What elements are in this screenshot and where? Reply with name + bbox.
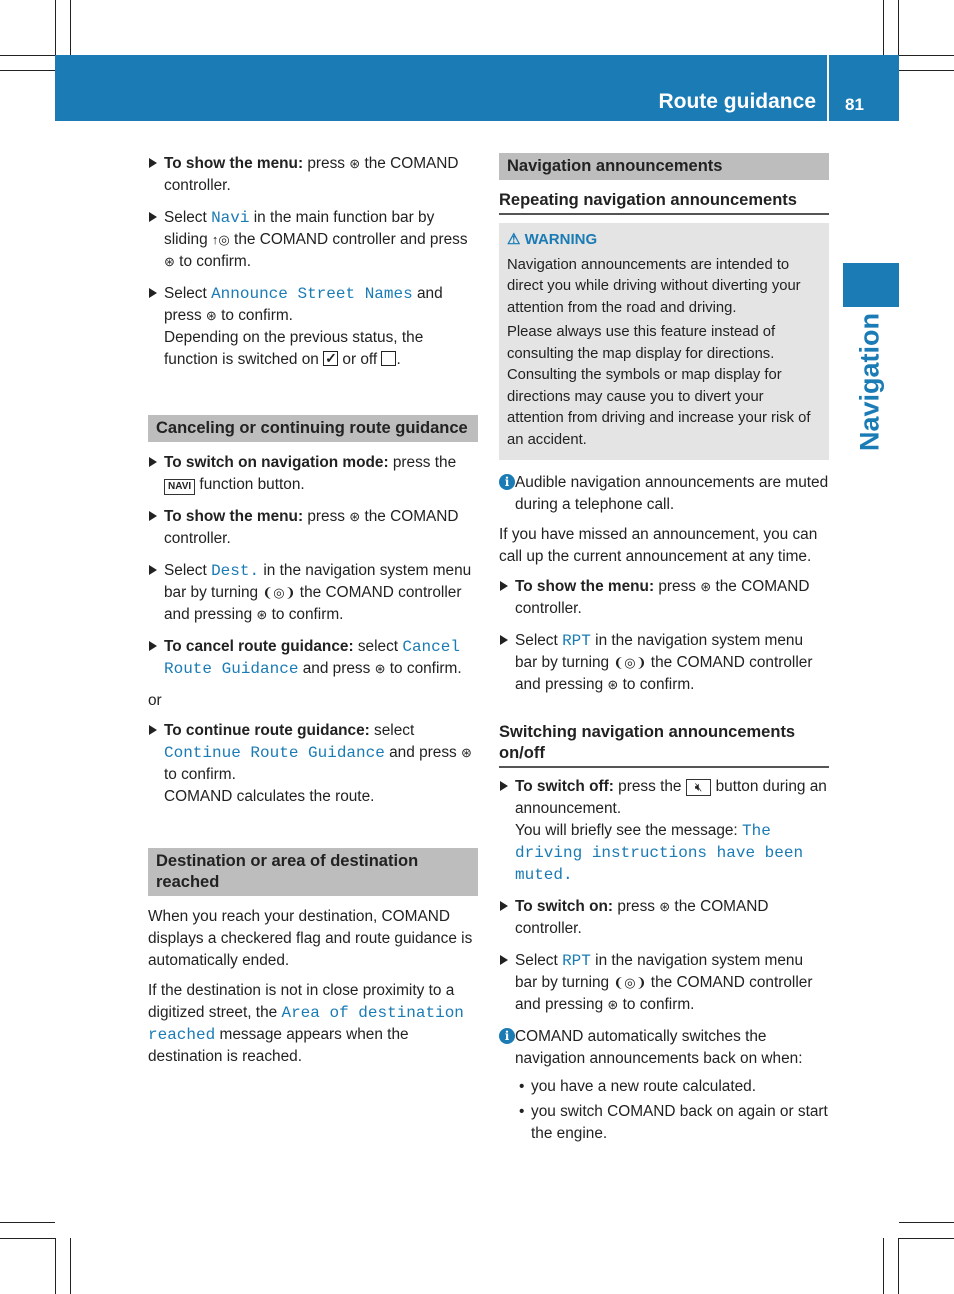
header-separator xyxy=(827,55,829,121)
step-text: the COMAND controller. xyxy=(164,155,459,194)
step-text: to confirm. xyxy=(216,307,293,324)
step-switch-on-nav xyxy=(148,452,478,496)
info-icon: i xyxy=(499,1028,515,1044)
display-text-rpt: RPT xyxy=(562,632,591,650)
warning-box xyxy=(499,223,829,460)
step-text: Depending on the previous status, the function is switched on xyxy=(164,329,424,368)
side-tab-label xyxy=(845,312,895,452)
step-text: button during an announcement. xyxy=(515,778,827,817)
step-text: press xyxy=(303,508,350,525)
warning-text: Navigation announcements are intended to direct you while driving without diverting your attention from the road and driving. xyxy=(507,256,801,316)
press-controller-icon: ⊛ xyxy=(256,607,268,622)
side-tab-text: Navigation xyxy=(854,312,885,452)
step-text: to confirm. xyxy=(385,660,462,677)
crop-mark xyxy=(898,1238,899,1294)
warning-title xyxy=(507,229,821,251)
para-text: If the destination is not in close proximity to a digitized street, the xyxy=(148,982,455,1021)
para-text: message appears when the destination is reached. xyxy=(148,1026,409,1065)
step-label: To show the menu: xyxy=(515,578,655,595)
step-text: Select xyxy=(164,562,212,579)
crop-mark xyxy=(0,70,55,71)
step-switch-off xyxy=(499,776,829,886)
bullet-list xyxy=(519,1076,829,1145)
right-column xyxy=(499,153,829,1153)
checkbox-off-icon xyxy=(381,351,396,366)
step-text: COMAND calculates the route. xyxy=(164,788,375,805)
step-text: the COMAND controller and pressing xyxy=(164,584,462,623)
crop-mark xyxy=(55,0,56,55)
paragraph: If you have missed an announcement, you can call up the current announcement at any time. xyxy=(499,526,818,565)
display-text-navi: Navi xyxy=(211,209,250,227)
step-text: select xyxy=(353,638,403,655)
step-text: press the xyxy=(388,454,457,471)
subheading-repeating: Repeating navigation announcements xyxy=(499,190,829,215)
list-item: • you switch COMAND back on again or start the engine. xyxy=(519,1101,829,1145)
press-controller-icon: ⊛ xyxy=(607,997,619,1012)
step-label: To show the menu: xyxy=(164,508,304,525)
step-text: press xyxy=(654,578,701,595)
step-text: the COMAND controller and pressing xyxy=(515,974,813,1013)
crop-mark xyxy=(70,0,71,55)
side-tab-marker xyxy=(843,263,899,307)
navi-key-icon: NAVI xyxy=(164,479,195,495)
step-text: select xyxy=(369,722,415,739)
crop-mark xyxy=(899,1238,954,1239)
crop-mark xyxy=(70,1238,71,1294)
press-controller-icon: ⊛ xyxy=(659,899,671,914)
crop-mark xyxy=(883,1238,884,1294)
step-text: the COMAND controller. xyxy=(164,508,459,547)
or-text: or xyxy=(148,692,162,709)
step-announce-street-names xyxy=(148,283,478,371)
step-text: the COMAND controller and pressing xyxy=(515,654,813,693)
checkbox-on-icon xyxy=(323,351,338,366)
crop-mark xyxy=(0,1238,55,1239)
info-icon: i xyxy=(499,474,515,490)
step-text: the COMAND controller. xyxy=(515,898,769,937)
step-label: To show the menu: xyxy=(164,155,304,172)
step-show-menu xyxy=(499,576,829,620)
display-text-area: Area of destination reached xyxy=(148,1004,464,1044)
crop-mark xyxy=(0,55,55,56)
display-text-announce: Announce Street Names xyxy=(211,285,413,303)
subheading-switching: Switching navigation announcements on/off xyxy=(499,722,829,768)
crop-mark xyxy=(898,0,899,55)
crop-mark xyxy=(883,0,884,55)
step-label: To cancel route guidance: xyxy=(164,638,354,655)
step-text: to confirm. xyxy=(164,766,236,783)
turn-controller-icon: ❨◎❩ xyxy=(613,975,647,990)
display-text-cancel: Cancel Route Guidance xyxy=(164,638,460,678)
list-item: • you have a new route calculated. xyxy=(519,1076,829,1098)
step-text: and press xyxy=(298,660,375,677)
paragraph: When you reach your destination, COMAND displays a checkered flag and route guidance is automatically ended. xyxy=(148,908,473,969)
step-text: the COMAND controller. xyxy=(515,578,810,617)
step-text: in the navigation system menu bar by turning xyxy=(515,632,804,671)
step-select-dest xyxy=(148,560,478,626)
step-text: and press xyxy=(384,744,461,761)
slide-up-controller-icon: ↑◎ xyxy=(211,232,230,247)
turn-controller-icon: ❨◎❩ xyxy=(613,655,647,670)
step-continue-route xyxy=(148,720,478,808)
press-controller-icon: ⊛ xyxy=(607,677,619,692)
crop-mark xyxy=(55,1238,56,1294)
crop-mark xyxy=(899,70,954,71)
info-note xyxy=(499,1026,829,1145)
step-select-rpt xyxy=(499,950,829,1016)
step-switch-on xyxy=(499,896,829,940)
press-controller-icon: ⊛ xyxy=(374,661,386,676)
step-text: Select xyxy=(164,209,212,226)
step-text: press the xyxy=(613,778,686,795)
display-text-continue: Continue Route Guidance xyxy=(164,744,385,762)
info-note xyxy=(499,472,829,516)
step-select-rpt xyxy=(499,630,829,696)
step-show-menu xyxy=(148,153,478,197)
step-select-navi xyxy=(148,207,478,273)
step-text: Select xyxy=(515,632,563,649)
section-title: Route guidance xyxy=(658,90,816,113)
section-heading-destination: Destination or area of destination reached xyxy=(148,848,478,896)
press-controller-icon: ⊛ xyxy=(164,254,175,269)
step-text: in the navigation system menu bar by turning xyxy=(164,562,472,601)
info-text: Audible navigation announcements are muted during a telephone call. xyxy=(515,474,829,513)
step-label: To switch off: xyxy=(515,778,614,795)
press-controller-icon: ⊛ xyxy=(461,745,472,760)
step-text: to confirm. xyxy=(174,253,252,270)
section-heading-cancel: Canceling or continuing route guidance xyxy=(148,415,478,442)
step-text: . xyxy=(396,351,401,368)
crop-mark xyxy=(899,1222,954,1223)
step-show-menu xyxy=(148,506,478,550)
step-text: the COMAND controller and press xyxy=(229,231,468,248)
step-text: Select xyxy=(164,285,212,302)
press-controller-icon: ⊛ xyxy=(700,579,712,594)
turn-controller-icon: ❨◎❩ xyxy=(262,585,296,600)
step-text: to confirm. xyxy=(267,606,344,623)
step-text: in the main function bar by sliding xyxy=(164,209,435,248)
step-text: Select xyxy=(515,952,563,969)
section-heading-announcements: Navigation announcements xyxy=(499,153,829,180)
step-text: press xyxy=(303,155,350,172)
step-label: To continue route guidance: xyxy=(164,722,370,739)
press-controller-icon: ⊛ xyxy=(205,308,217,323)
step-text: in the navigation system menu bar by turning xyxy=(515,952,804,991)
step-text: You will briefly see the message: xyxy=(515,822,742,839)
display-text-dest: Dest. xyxy=(211,562,260,580)
press-controller-icon: ⊛ xyxy=(349,509,361,524)
warning-text: Please always use this feature instead of consulting the map display for directions. Consulting the symbols or map display for directions may cause you to divert your attention from driving and increase your risk of an accident. xyxy=(507,324,811,448)
step-text: function button. xyxy=(195,476,305,493)
paragraph xyxy=(148,980,478,1068)
mute-button-icon: 🔇︎ xyxy=(686,779,712,796)
left-column xyxy=(148,153,478,1076)
step-text: to confirm. xyxy=(618,996,695,1013)
display-text-rpt: RPT xyxy=(562,952,591,970)
display-text-muted: The driving instructions have been muted. xyxy=(515,822,804,884)
warning-triangle-icon: ⚠ xyxy=(507,231,521,248)
step-text: to confirm. xyxy=(618,676,695,693)
crop-mark xyxy=(0,1222,55,1223)
info-text: COMAND automatically switches the navigation announcements back on when: xyxy=(515,1028,803,1067)
step-text: press xyxy=(613,898,660,915)
crop-mark xyxy=(899,55,954,56)
step-text: and press xyxy=(164,285,443,324)
warning-title-text: WARNING xyxy=(524,231,598,248)
step-text: or off xyxy=(338,351,382,368)
step-label: To switch on: xyxy=(515,898,614,915)
press-controller-icon: ⊛ xyxy=(349,156,361,171)
step-cancel-route xyxy=(148,636,478,680)
step-label: To switch on navigation mode: xyxy=(164,454,389,471)
page-number: 81 xyxy=(845,95,864,114)
